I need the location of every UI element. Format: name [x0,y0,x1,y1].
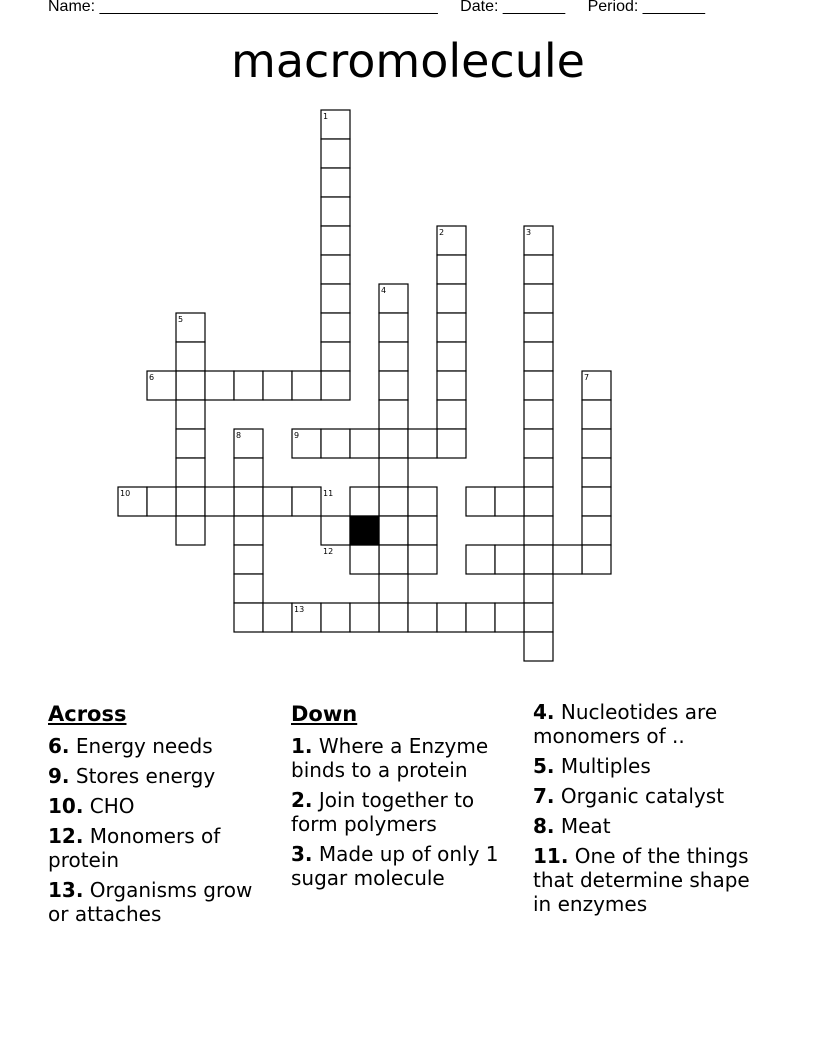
grid-cell[interactable] [321,342,350,371]
grid-cell[interactable] [379,516,408,545]
black-cell [350,516,379,545]
down-clue-11: 11. One of the things that determine shape in enzymes [533,844,750,916]
clue-number-8: 8 [236,431,242,440]
grid-cell[interactable] [350,487,379,516]
grid-cell[interactable] [524,458,553,487]
grid-cell[interactable] [176,371,205,400]
grid-cell[interactable] [524,603,553,632]
grid-cell[interactable] [437,255,466,284]
grid-cell[interactable] [524,284,553,313]
down-heading: Down [291,702,358,726]
grid-cell[interactable] [379,313,408,342]
date-field-label: Date: _______ [460,0,566,15]
grid-cell[interactable] [176,429,205,458]
clue-number-13: 13 [294,605,305,614]
grid-cell[interactable] [524,574,553,603]
grid-cell[interactable] [524,516,553,545]
grid-cell[interactable] [379,603,408,632]
grid-cell[interactable] [495,603,524,632]
grid-cell[interactable] [524,313,553,342]
grid-cell[interactable] [321,168,350,197]
grid-cell[interactable] [292,487,321,516]
down-clues-continued [533,700,773,922]
across-clue-6: 6. Energy needs [48,734,213,758]
grid-cell[interactable] [234,487,263,516]
grid-cell[interactable] [234,603,263,632]
grid-cell[interactable] [379,487,408,516]
grid-cell[interactable] [321,255,350,284]
grid-cell[interactable] [263,487,292,516]
across-heading: Across [48,702,127,726]
grid-cell[interactable] [437,284,466,313]
grid-cell[interactable] [437,429,466,458]
grid-cell[interactable] [437,371,466,400]
grid-cell[interactable] [147,487,176,516]
grid-cell[interactable] [234,516,263,545]
clue-number-11: 11 [323,489,334,498]
clue-number-2: 2 [439,228,445,237]
grid-cell[interactable] [408,545,437,574]
grid-cell[interactable] [524,429,553,458]
grid-cell[interactable] [582,487,611,516]
grid-cell[interactable] [408,603,437,632]
grid-cell[interactable] [524,342,553,371]
grid-cell[interactable] [408,487,437,516]
down-clue-8: 8. Meat [533,814,611,838]
clue-number-6: 6 [149,373,155,382]
name-field-label: Name: ______________________________________ [48,0,438,15]
grid-cell[interactable] [176,458,205,487]
across-clue-10: 10. CHO [48,794,135,818]
grid-cell[interactable] [582,429,611,458]
down-clue-3: 3. Made up of only 1 sugar molecule [291,842,499,890]
grid-cell[interactable] [408,516,437,545]
grid-cell[interactable] [582,545,611,574]
grid-cell[interactable] [524,255,553,284]
clue-number-3: 3 [526,228,532,237]
grid-cell[interactable] [466,603,495,632]
grid-cell[interactable] [582,458,611,487]
grid-cell[interactable] [524,371,553,400]
clue-number-10: 10 [120,489,131,498]
grid-cell[interactable] [350,429,379,458]
grid-cell[interactable] [321,516,350,545]
down-clue-7: 7. Organic catalyst [533,784,725,808]
grid-cell[interactable] [495,545,524,574]
grid-cell[interactable] [379,458,408,487]
grid-cell[interactable] [582,516,611,545]
grid-cell[interactable] [263,603,292,632]
grid-cell[interactable] [234,458,263,487]
grid-cell[interactable] [379,400,408,429]
clue-number-12: 12 [323,547,334,556]
period-field-label: Period: _______ [587,0,706,15]
grid-cell[interactable] [379,429,408,458]
down-clues [291,700,513,896]
down-clue-4: 4. Nucleotides are monomers of .. [533,700,718,748]
grid-cell[interactable] [321,197,350,226]
grid-cell[interactable] [321,313,350,342]
puzzle-title: macromolecule [231,34,585,88]
grid-cell[interactable] [524,545,553,574]
grid-cell[interactable] [292,371,321,400]
grid-cell[interactable] [176,487,205,516]
grid-cell[interactable] [321,139,350,168]
grid-cell[interactable] [379,574,408,603]
grid-cell[interactable] [437,400,466,429]
grid-cell[interactable] [524,632,553,661]
grid-cell[interactable] [466,487,495,516]
grid-cell[interactable] [321,603,350,632]
across-clue-13: 13. Organisms grow or attaches [48,878,253,926]
grid-cell[interactable] [437,603,466,632]
across-clues [48,700,273,932]
grid-cell[interactable] [176,516,205,545]
clue-number-1: 1 [323,112,329,121]
grid-cell[interactable] [408,429,437,458]
grid-cell[interactable] [321,371,350,400]
grid-cell[interactable] [437,342,466,371]
grid-cell[interactable] [321,429,350,458]
clue-number-7: 7 [584,373,590,382]
grid-cell[interactable] [176,342,205,371]
grid-cell[interactable] [321,284,350,313]
down-clue-1: 1. Where a Enzyme binds to a protein [291,734,489,782]
grid-cell[interactable] [437,313,466,342]
grid-cell[interactable] [524,487,553,516]
grid-cell[interactable] [350,603,379,632]
clue-number-9: 9 [294,431,300,440]
across-clue-9: 9. Stores energy [48,764,216,788]
grid-cell[interactable] [176,400,205,429]
grid-cell[interactable] [234,371,263,400]
grid-cell[interactable] [553,545,582,574]
grid-cell[interactable] [205,371,234,400]
down-clue-5: 5. Multiples [533,754,651,778]
grid-cell[interactable] [379,545,408,574]
grid-cell[interactable] [524,400,553,429]
grid-cell[interactable] [379,342,408,371]
grid-cell[interactable] [205,487,234,516]
clue-number-4: 4 [381,286,387,295]
across-clue-12: 12. Monomers of protein [48,824,221,872]
down-clue-2: 2. Join together to form polymers [291,788,475,836]
grid-cell[interactable] [379,371,408,400]
grid-cell[interactable] [495,487,524,516]
grid-cell[interactable] [263,371,292,400]
grid-cell[interactable] [466,545,495,574]
grid-cell[interactable] [234,545,263,574]
grid-cell[interactable] [582,400,611,429]
grid-cell[interactable] [321,226,350,255]
clue-number-5: 5 [178,315,184,324]
grid-cell[interactable] [234,574,263,603]
grid-cell[interactable] [350,545,379,574]
